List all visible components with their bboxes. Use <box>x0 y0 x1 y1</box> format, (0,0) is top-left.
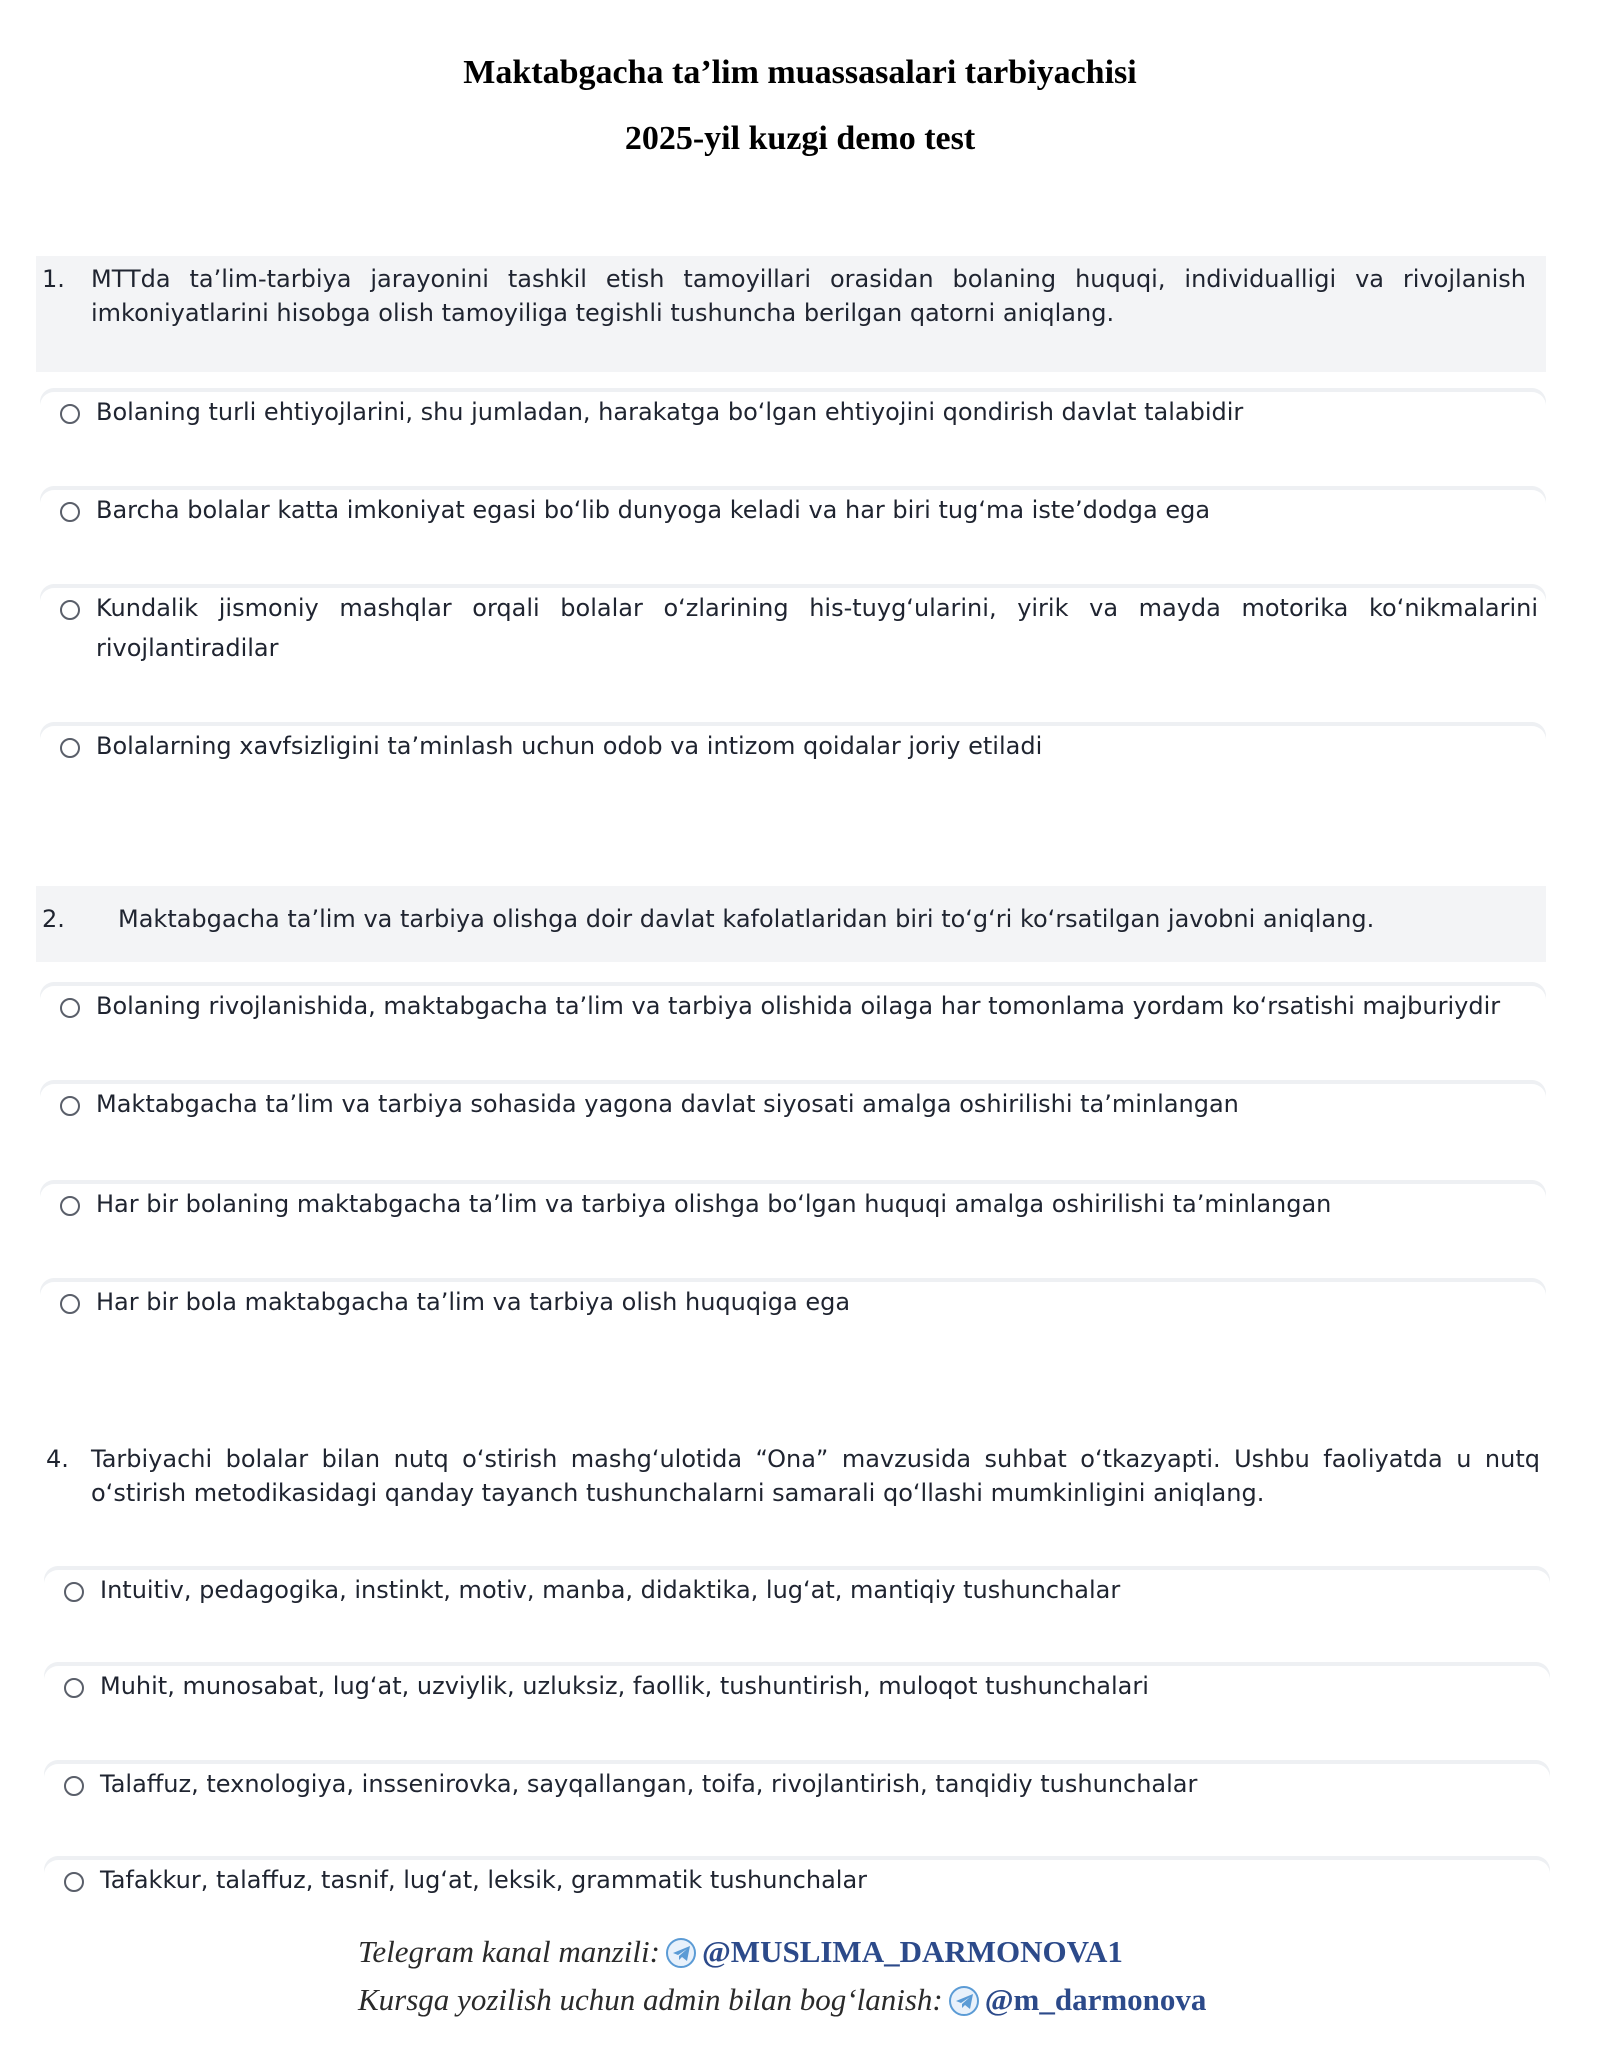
option-text: Bolalarning xavfsizligini ta’minlash uchun odob va intizom qoidalar joriy etiladi <box>96 732 1043 760</box>
radio-button[interactable] <box>60 1196 80 1216</box>
radio-button[interactable] <box>64 1872 84 1892</box>
option-text: Har bir bolaning maktabgacha ta’lim va tarbiya olishga bo‘lgan huquqi amalga oshirilishi ta’minlangan <box>96 1190 1332 1218</box>
question-number: 2. <box>42 905 65 933</box>
option-text: Intuitiv, pedagogika, instinkt, motiv, manba, didaktika, lug‘at, mantiqiy tushunchalar <box>100 1576 1121 1604</box>
answer-option[interactable] <box>40 490 1546 554</box>
option-text: Talaffuz, texnologiya, inssenirovka, sayqallangan, toifa, rivojlantirish, tanqidiy tushunchalar <box>100 1770 1198 1798</box>
option-text: Bolaning turli ehtiyojlarini, shu jumladan, harakatga bo‘lgan ehtiyojini qondirish davlat talabidir <box>96 398 1244 426</box>
question-header <box>36 1434 1546 1524</box>
option-text: Bolaning rivojlanishida, maktabgacha ta’lim va tarbiya olishida oilaga har tomonlama yordam ko‘rsatishi majburiydir <box>96 992 1501 1020</box>
footer-label: Telegram kanal manzili: <box>358 1934 660 1969</box>
answer-option[interactable] <box>44 1666 1550 1730</box>
footer-line-admin <box>0 1982 1600 2022</box>
telegram-icon <box>666 1938 696 1968</box>
telegram-icon <box>949 1986 979 2016</box>
question-1 <box>36 256 1546 372</box>
radio-button[interactable] <box>60 404 80 424</box>
answer-option[interactable] <box>44 1570 1550 1634</box>
radio-button[interactable] <box>60 738 80 758</box>
footer-line-channel <box>0 1934 1600 1974</box>
radio-button[interactable] <box>60 998 80 1018</box>
answer-option[interactable] <box>40 986 1546 1050</box>
question-text: Maktabgacha ta’lim va tarbiya olishga doir davlat kafolatlaridan biri to‘g‘ri ko‘rsatilgan javobni aniqlang. <box>118 905 1375 933</box>
radio-button[interactable] <box>64 1582 84 1602</box>
question-header <box>36 256 1546 372</box>
question-header <box>36 886 1546 962</box>
radio-button[interactable] <box>64 1678 84 1698</box>
answer-option[interactable] <box>44 1764 1550 1828</box>
footer-label: Kursga yozilish uchun admin bilan bog‘lanish: <box>358 1982 943 2017</box>
telegram-channel-link[interactable]: @MUSLIMA_DARMONOVA1 <box>701 1934 1123 1969</box>
option-text: Tafakkur, talaffuz, tasnif, lug‘at, leksik, grammatik tushunchalar <box>100 1866 868 1894</box>
question-text: MTTda ta’lim-tarbiya jarayonini tashkil etish tamoyillari orasidan bolaning huquqi, individualligi va rivojlanish imkoniyatlarini hisobga olish tamoyiliga tegishli tushuncha berilgan qatorni aniqlang. <box>91 265 1526 327</box>
answer-option[interactable] <box>40 1184 1546 1248</box>
question-number: 1. <box>42 265 65 293</box>
question-4 <box>36 1434 1546 1524</box>
page-subtitle: 2025-yil kuzgi demo test <box>624 120 976 157</box>
option-text: Maktabgacha ta’lim va tarbiya sohasida yagona davlat siyosati amalga oshirilishi ta’minlangan <box>96 1090 1239 1118</box>
page-title: Maktabgacha ta’lim muassasalari tarbiyachisi <box>463 54 1137 91</box>
radio-button[interactable] <box>60 600 80 620</box>
answer-option[interactable] <box>40 1282 1546 1330</box>
option-text: Muhit, munosabat, lug‘at, uzviylik, uzluksiz, faollik, tushuntirish, muloqot tushunchalari <box>100 1672 1149 1700</box>
radio-button[interactable] <box>60 1294 80 1314</box>
option-text: Har bir bola maktabgacha ta’lim va tarbiya olish huquqiga ega <box>96 1288 851 1316</box>
radio-button[interactable] <box>64 1776 84 1796</box>
option-text: Barcha bolalar katta imkoniyat egasi bo‘lib dunyoga keladi va har biri tug‘ma iste’dodga ega <box>96 496 1211 524</box>
option-text: Kundalik jismoniy mashqlar orqali bolalar o‘zlarining his-tuyg‘ularini, yirik va mayda motorika ko‘nikmalarini rivojlantiradilar <box>96 594 1538 662</box>
answer-option[interactable] <box>40 392 1546 456</box>
answer-option[interactable] <box>40 726 1546 774</box>
telegram-admin-link[interactable]: @m_darmonova <box>984 1982 1207 2017</box>
question-2 <box>36 886 1546 962</box>
question-text: Tarbiyachi bolalar bilan nutq o‘stirish mashg‘ulotida “Ona” mavzusida suhbat o‘tkazyapti. Ushbu faoliyatda u nutq o‘stirish metodikasidagi qanday tayanch tushunchalarni samarali qo‘llashi mumkinligini aniqlang. <box>91 1445 1540 1507</box>
answer-option[interactable] <box>40 1084 1546 1148</box>
answer-option[interactable] <box>44 1860 1550 1912</box>
radio-button[interactable] <box>60 502 80 522</box>
answer-option[interactable] <box>40 588 1546 692</box>
question-number: 4. <box>46 1445 69 1473</box>
radio-button[interactable] <box>60 1096 80 1116</box>
